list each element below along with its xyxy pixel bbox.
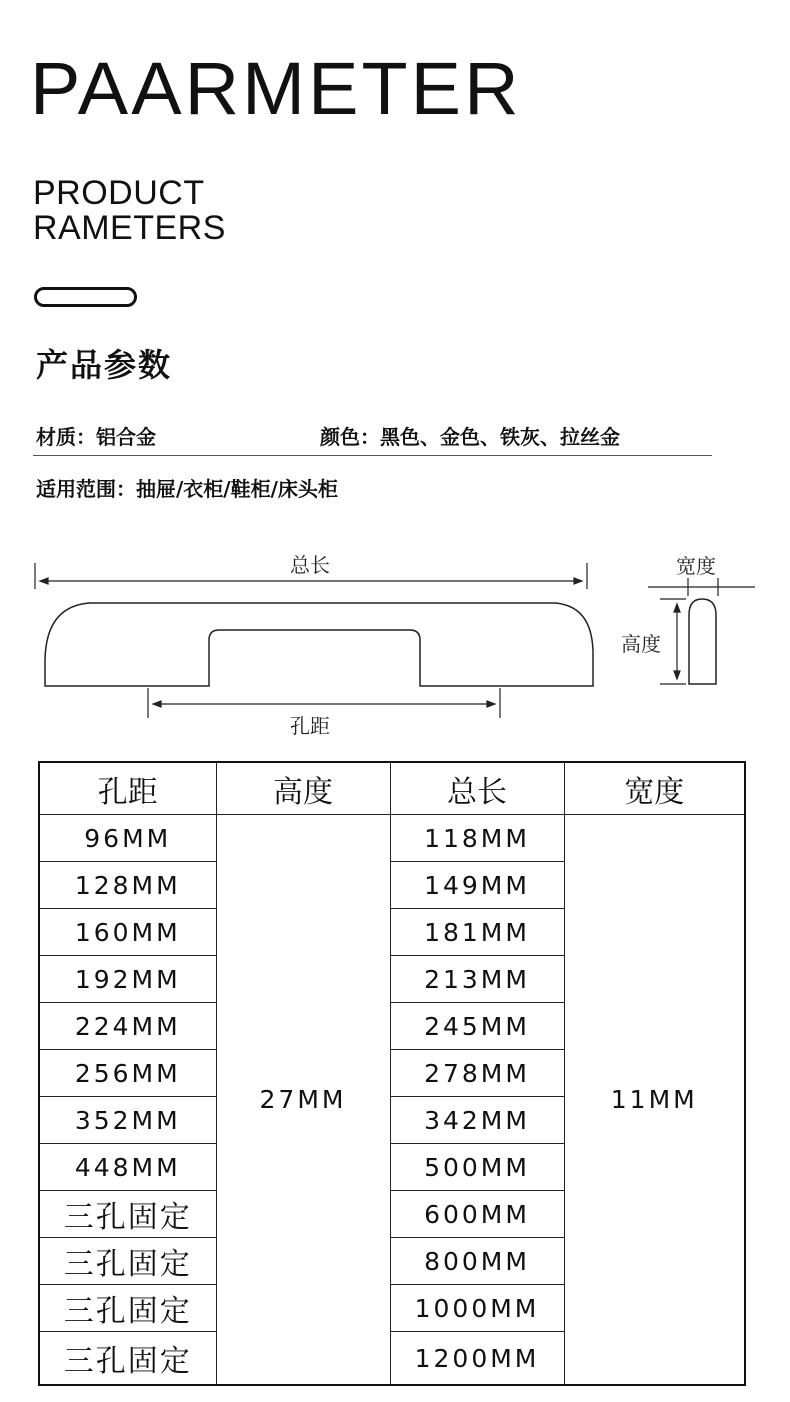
header-height: 高度: [216, 762, 390, 815]
hole-distance-cell: 96MM: [39, 815, 216, 862]
table-header-row: [39, 762, 745, 815]
parameter-table: [38, 761, 746, 1386]
handle-diagram: [0, 540, 790, 750]
usage-spec: 适用范围：抽屉/衣柜/鞋柜/床头柜: [36, 477, 338, 501]
total-length-cell: 149MM: [390, 862, 564, 909]
hole-distance-label: 孔距: [290, 714, 330, 738]
hole-distance-cell: 352MM: [39, 1097, 216, 1144]
hole-distance-cell: 三孔固定: [39, 1332, 216, 1386]
hole-distance-cell: 160MM: [39, 909, 216, 956]
total-length-label: 总长: [290, 553, 330, 577]
divider: [33, 455, 712, 456]
hole-distance-cell: 三孔固定: [39, 1191, 216, 1238]
header-hole-distance: 孔距: [39, 762, 216, 815]
height-cell: 27MM: [216, 815, 390, 1386]
total-length-cell: 213MM: [390, 956, 564, 1003]
width-cell: 11MM: [564, 815, 745, 1386]
section-title: 产品参数: [36, 346, 173, 384]
hole-distance-cell: 256MM: [39, 1050, 216, 1097]
total-length-cell: 278MM: [390, 1050, 564, 1097]
page-title: PAARMETER: [30, 47, 522, 130]
total-length-cell: 118MM: [390, 815, 564, 862]
total-length-cell: 500MM: [390, 1144, 564, 1191]
subtitle: [33, 176, 226, 246]
subtitle-line-1: PRODUCT: [33, 174, 205, 212]
decorative-pill: [34, 287, 137, 307]
header-total-length: 总长: [390, 762, 564, 815]
hole-distance-cell: 448MM: [39, 1144, 216, 1191]
material-spec: 材质：铝合金: [36, 425, 156, 449]
hole-distance-cell: 三孔固定: [39, 1238, 216, 1285]
height-label: 高度: [621, 632, 661, 656]
total-length-cell: 1200MM: [390, 1332, 564, 1386]
total-length-cell: 1000MM: [390, 1285, 564, 1332]
subtitle-line-2: RAMETERS: [33, 209, 226, 247]
hole-distance-cell: 128MM: [39, 862, 216, 909]
total-length-cell: 800MM: [390, 1238, 564, 1285]
total-length-cell: 245MM: [390, 1003, 564, 1050]
total-length-cell: 342MM: [390, 1097, 564, 1144]
total-length-cell: 181MM: [390, 909, 564, 956]
width-label: 宽度: [676, 554, 716, 578]
color-spec: 颜色：黑色、金色、铁灰、拉丝金: [320, 425, 620, 449]
total-length-cell: 600MM: [390, 1191, 564, 1238]
hole-distance-cell: 192MM: [39, 956, 216, 1003]
table-row: [39, 815, 745, 862]
hole-distance-cell: 三孔固定: [39, 1285, 216, 1332]
hole-distance-cell: 224MM: [39, 1003, 216, 1050]
header-width: 宽度: [564, 762, 745, 815]
